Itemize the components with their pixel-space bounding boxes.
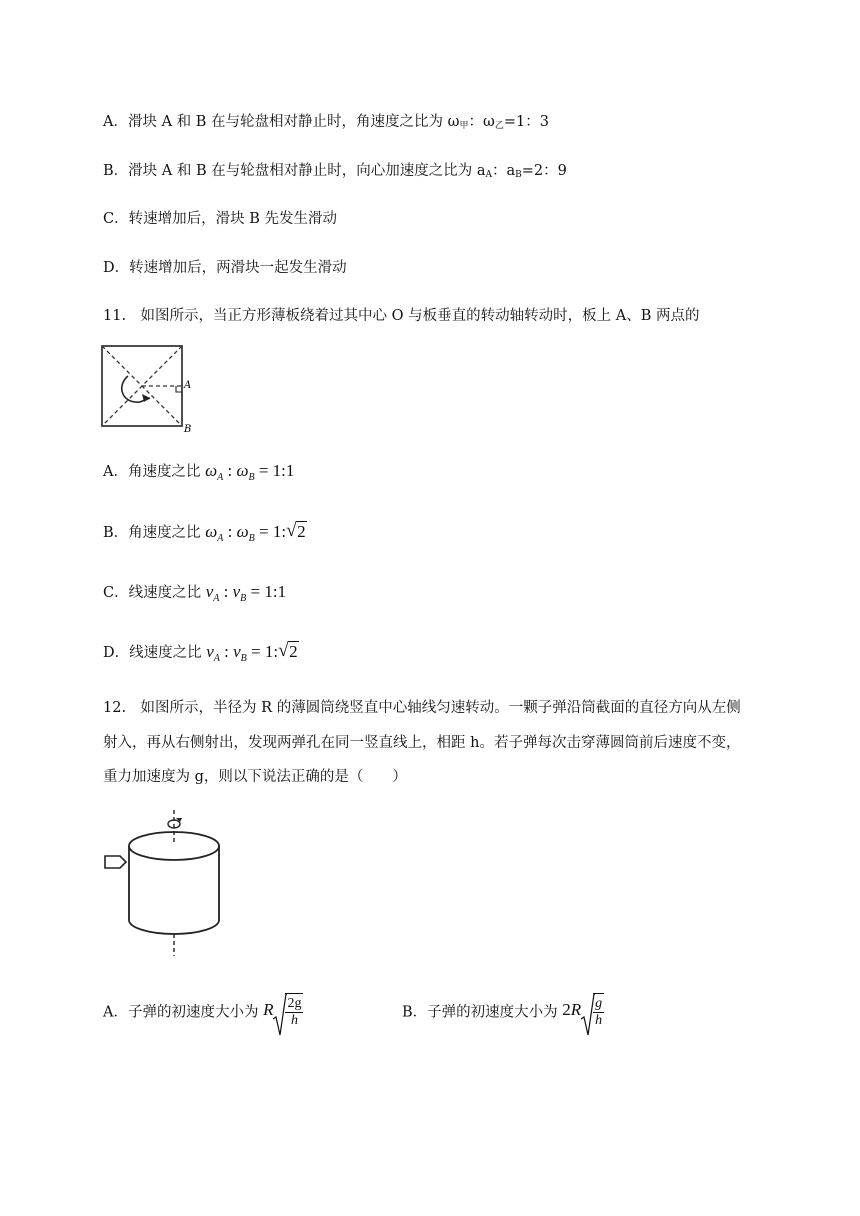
q10-option-a-sub2: 乙 xyxy=(494,121,504,131)
q12-cylinder-figure xyxy=(104,810,224,960)
q11-option-c-formula: $v_A$ : $v_B$ = 1:1 xyxy=(205,582,287,604)
q10-option-a-end: =1：3 xyxy=(503,114,549,130)
q10-option-b-end: =2：9 xyxy=(521,163,567,179)
q10-option-a xyxy=(103,110,549,131)
q11-option-b: B．角速度之比 $\omega_A$ : $\omega_B$ = 1:√ 2 xyxy=(103,521,307,544)
q10-option-b xyxy=(103,159,567,180)
q12-stem-line2: 射入，再从右侧射出，发现两弹孔在同一竖直线上，相距 h。若子弹每次击穿薄圆筒前后速度不变， xyxy=(103,735,741,751)
q11-option-a: A．角速度之比 $\omega_A$ : $\omega_B$ = 1:1 xyxy=(103,461,295,483)
q11-option-b-formula: $\omega_A$ : $\omega_B$ = 1:√ 2 xyxy=(205,522,306,541)
q10-option-a-mid: ：ω xyxy=(468,114,495,130)
q10-option-b-mid: ：a xyxy=(491,163,516,179)
q10-option-a-text: A．滑块 A 和 B 在与轮盘相对静止时，角速度之比为 ω xyxy=(103,114,460,130)
q12-stem-line3: 重力加速度为 g，则以下说法正确的是（ ） xyxy=(103,769,407,785)
q12-option-a: A．子弹的初速度大小为 R $\frac{2g}{h}$ xyxy=(103,993,303,1029)
q11-option-a-formula: $\omega_A$ : $\omega_B$ = 1:1 xyxy=(205,461,295,483)
q10-option-b-text: B．滑块 A 和 B 在与轮盘相对静止时，向心加速度之比为 a xyxy=(103,163,486,179)
q12-option-b: B．子弹的初速度大小为 2R $\frac{g}{h}$ xyxy=(402,993,604,1029)
q11-stem: 11. 如图所示，当正方形薄板绕着过其中心 O 与板垂直的转动轴转动时，板上 A、B 两点的 xyxy=(103,308,700,324)
q12-stem-line1: 12. 如图所示，半径为 R 的薄圆筒绕竖直中心轴线匀速转动。一颗子弹沿筒截面的直径方向从左侧 xyxy=(103,700,741,716)
q11-label-b: B xyxy=(184,424,192,434)
q10-option-b-sub2: B xyxy=(515,170,522,180)
q11-option-d: D．线速度之比 $v_A$ : $v_B$ = 1:√ 2 xyxy=(103,641,299,664)
q10-option-b-sub1: A xyxy=(485,170,492,180)
q10-option-d: D．转速增加后，两滑块一起发生滑动 xyxy=(103,260,347,276)
q12-option-a-formula: R $\frac{2g}{h}$ xyxy=(263,1000,303,1019)
q11-square-plate-figure xyxy=(98,342,198,438)
q11-label-a: A xyxy=(184,380,192,391)
q10-option-a-sub1: 甲 xyxy=(459,121,469,131)
q10-option-c: C．转速增加后，滑块 B 先发生滑动 xyxy=(103,211,337,227)
q11-option-d-formula: $v_A$ : $v_B$ = 1:√ 2 xyxy=(206,642,298,661)
q11-option-c: C．线速度之比 $v_A$ : $v_B$ = 1:1 xyxy=(103,582,287,604)
q12-option-b-formula: 2R $\frac{g}{h}$ xyxy=(562,1000,604,1019)
